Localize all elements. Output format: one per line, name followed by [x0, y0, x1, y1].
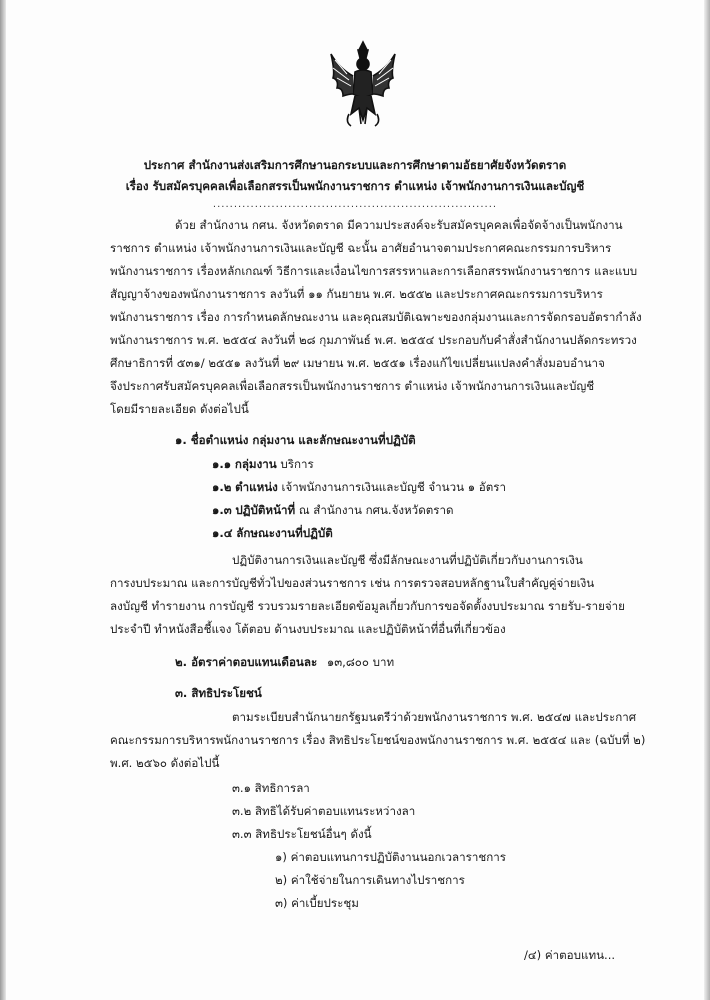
duty-line: ประจำปี ทำหนังสือชี้แจง โต้ตอบ ด้านงบประมาณ และปฏิบัติหน้าที่อื่นที่เกี่ยวข้อง — [110, 622, 506, 636]
announcement-title-line1: ประกาศ สำนักงานส่งเสริมการศึกษานอกระบบและการศึกษาตามอัธยาศัยจังหวัดตราด — [143, 158, 567, 172]
duty-line: ลงบัญชี ทำรายงาน การบัญชี รวบรวมรายละเอียดข้อมูลเกี่ยวกับการขอจัดตั้งงบประมาณ รายรับ-รายจ่าย — [110, 599, 625, 613]
section3-heading: ๓. สิทธิประโยชน์ — [175, 686, 262, 700]
item-value: บริการ — [280, 457, 314, 471]
section2-heading: ๒. อัตราค่าตอบแทนเดือนละ — [175, 655, 318, 669]
item-number: ๑.๑ — [212, 457, 232, 471]
section1-item — [212, 503, 454, 518]
item-label: ลักษณะงานที่ปฏิบัติ — [236, 526, 333, 540]
section1-item — [212, 480, 506, 495]
intro-line: พนักงานราชการ พ.ศ. ๒๕๕๔ ลงวันที่ ๒๘ กุมภาพันธ์ พ.ศ. ๒๕๕๔ ประกอบกับคำสั่งสำนักงานปลัดกระทรวง — [110, 333, 637, 347]
continuation-note: /๔) ค่าตอบแทน... — [524, 948, 616, 962]
section1-item — [212, 457, 314, 472]
intro-line: โดยมีรายละเอียด ดังต่อไปนี้ — [110, 402, 249, 416]
benefit-item: ๓.๓ สิทธิประโยชน์อื่นๆ ดังนี้ — [232, 827, 372, 841]
intro-line: สัญญาจ้างของพนักงานราชการ ลงวันที่ ๑๑ กันยายน พ.ศ. ๒๕๕๒ และประกาศคณะกรรมการบริหาร — [110, 287, 603, 301]
benefit-item: ๓.๑ สิทธิการลา — [232, 781, 310, 795]
announcement-title-line2: เรื่อง รับสมัครบุคคลเพื่อเลือกสรรเป็นพนักงานราชการ ตำแหน่ง เจ้าพนักงานการเงินและบัญชี — [125, 179, 585, 193]
section1-heading: ๑. ชื่อตำแหน่ง กลุ่มงาน และลักษณะงานที่ปฏิบัติ — [175, 433, 416, 447]
item-label: ปฏิบัติหน้าที่ — [235, 503, 296, 517]
intro-line: ราชการ ตำแหน่ง เจ้าพนักงานการเงินและบัญชี ฉะนั้น อาศัยอำนาจตามประกาศคณะกรรมการบริหาร — [110, 241, 612, 255]
benefit-item: ๓.๒ สิทธิได้รับค่าตอบแทนระหว่างลา — [232, 804, 416, 818]
benefit-subitem: ๒) ค่าใช้จ่ายในการเดินทางไปราชการ — [275, 873, 465, 887]
item-label: ตำแหน่ง — [235, 480, 278, 494]
section2-line — [175, 655, 394, 670]
page-edge-shadow-left — [0, 0, 6, 1000]
benefits-line: คณะกรรมการบริหารพนักงานราชการ เรื่อง สิทธิประโยชน์ของพนักงานราชการ พ.ศ. ๒๕๕๔ และ (ฉบับที่ ๒) — [110, 733, 646, 747]
intro-line: ศึกษาธิการที่ ๕๓๑/ ๒๕๕๑ ลงวันที่ ๒๙ เมษายน พ.ศ. ๒๕๕๑ เรื่องแก้ไขเปลี่ยนแปลงคำสั่งมอบอำนาจ — [110, 356, 605, 370]
garuda-emblem-icon — [325, 38, 401, 130]
intro-line: จึงประกาศรับสมัครบุคคลเพื่อเลือกสรรเป็นพนักงานราชการ ตำแหน่ง เจ้าพนักงานการเงินและบัญชี — [110, 379, 595, 393]
intro-line: ด้วย สำนักงาน กศน. จังหวัดตราด มีความประสงค์จะรับสมัครบุคคลเพื่อจัดจ้างเป็นพนักงาน — [175, 218, 623, 232]
item-number: ๑.๒ — [212, 480, 232, 494]
benefits-line: ตามระเบียบสำนักนายกรัฐมนตรีว่าด้วยพนักงานราชการ พ.ศ. ๒๕๔๗ และประกาศ — [232, 710, 637, 724]
item-value: เจ้าพนักงานการเงินและบัญชี จำนวน ๑ อัตรา — [281, 480, 507, 494]
duty-line: ปฏิบัติงานการเงินและบัญชี ซึ่งมีลักษณะงานที่ปฏิบัติเกี่ยวกับงานการเงิน — [232, 553, 583, 567]
section1-item — [212, 526, 333, 541]
page-edge-shadow-right — [704, 0, 710, 1000]
benefit-subitem: ๓) ค่าเบี้ยประชุม — [275, 896, 359, 910]
benefit-subitem: ๑) ค่าตอบแทนการปฏิบัติงานนอกเวลาราชการ — [275, 850, 506, 864]
item-value: ณ สำนักงาน กศน.จังหวัดตราด — [298, 503, 454, 517]
duty-line: การงบประมาณ และการบัญชีทั่วไปของส่วนราชการ เช่น การตรวจสอบหลักฐานใบสำคัญคู่จ่ายเงิน — [110, 576, 595, 590]
item-number: ๑.๔ — [212, 526, 233, 540]
benefits-line: พ.ศ. ๒๕๖๐ ดังต่อไปนี้ — [110, 756, 220, 770]
title-divider: .................................................................... — [212, 199, 498, 210]
item-label: กลุ่มงาน — [234, 457, 277, 471]
item-number: ๑.๓ — [212, 503, 232, 517]
salary-amount: ๑๓,๘๐๐ บาท — [326, 655, 395, 669]
intro-line: พนักงานราชการ เรื่องหลักเกณฑ์ วิธีการและเงื่อนไขการสรรหาและการเลือกสรรพนักงานราชการ และแบบ — [110, 264, 638, 278]
intro-line: พนักงานราชการ เรื่อง การกำหนดลักษณะงาน และคุณสมบัติเฉพาะของกลุ่มงานและการจัดกรอบอัตรากำลัง — [110, 310, 642, 324]
